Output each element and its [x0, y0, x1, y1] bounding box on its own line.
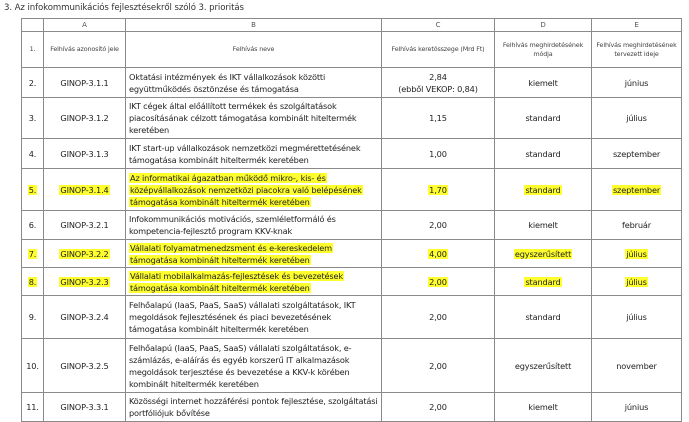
amount-cell: [382, 339, 495, 393]
amount-cell: [382, 169, 495, 211]
amount-text: 2,00: [429, 312, 447, 322]
time-cell: [592, 393, 682, 422]
amount-text: 1,00: [429, 148, 447, 159]
row-number-text: 5.: [28, 184, 37, 195]
call-name-text: Az informatikai ágazatban működő mikro-, kis- és középvállalkozások nemzetközi piacokra való belépésének támogatása kombinált hiteltermék keretében: [130, 172, 362, 207]
mode-text: standard: [525, 312, 561, 322]
mode-text: kiemelt: [528, 402, 558, 412]
time-text: február: [621, 220, 651, 230]
column-letter: A: [44, 19, 126, 32]
row-number-cell: [22, 211, 44, 240]
amount-cell: [382, 393, 495, 422]
table-row: [22, 169, 682, 211]
table-row: [22, 339, 682, 393]
amount-text: 2,84: [429, 71, 447, 82]
call-name-cell: [126, 68, 382, 98]
call-id-cell: [44, 240, 126, 268]
call-id-text: GINOP-3.3.1: [60, 402, 109, 412]
time-text: november: [616, 360, 657, 371]
table-row: [22, 98, 682, 139]
time-text: szeptember: [612, 184, 661, 195]
row-number-text: 4.: [28, 148, 37, 159]
amount-text: 2,00: [429, 276, 447, 287]
table-row: [22, 139, 682, 169]
call-name-cell: [126, 211, 382, 240]
column-letter: D: [495, 19, 592, 32]
row-number-text: 11.: [26, 402, 39, 412]
call-name-text: Infokommunikációs motivációs, szemléletformáló és kompetencia-fejlesztő program KKV-knak: [129, 214, 336, 236]
call-name-cell: [126, 240, 382, 268]
call-name-cell: [126, 268, 382, 296]
row-number-cell: [22, 68, 44, 98]
row-number-cell: [22, 240, 44, 268]
amount-cell: [382, 68, 495, 98]
amount-cell: [382, 268, 495, 296]
call-id-cell: [44, 68, 126, 98]
header-cell-number: 1.: [22, 32, 44, 68]
call-id-cell: [44, 393, 126, 422]
mode-text: egyszerűsített: [514, 360, 572, 371]
header-cell-amount: Felhívás keretösszege (Mrd Ft): [382, 32, 495, 68]
amount-cell: [382, 296, 495, 339]
call-id-text: GINOP-3.2.4: [60, 312, 109, 322]
mode-text: standard: [525, 184, 561, 195]
row-number-cell: [22, 169, 44, 211]
call-id-text: GINOP-3.2.2: [60, 248, 109, 259]
mode-text: standard: [525, 276, 561, 287]
row-number-text: 6.: [28, 220, 37, 230]
amount-text: 2,00: [429, 360, 447, 371]
call-id-cell: [44, 98, 126, 139]
call-name-cell: [126, 169, 382, 211]
call-name-text: Oktatási intézmények és IKT vállalkozások közötti együttműködés ösztönzése és támogatása: [129, 71, 326, 94]
call-id-cell: [44, 339, 126, 393]
mode-cell: [495, 139, 592, 169]
call-id-cell: [44, 169, 126, 211]
call-name-text: IKT cégek által előállított termékek és szolgáltatások piacosításának célzott támogatása kombinált hiteltermék keretében: [129, 101, 357, 135]
row-number-cell: [22, 393, 44, 422]
amount-text: 4,00: [429, 248, 447, 259]
table-row: [22, 211, 682, 240]
call-name-cell: [126, 296, 382, 339]
call-name-text: Közösségi internet hozzáférési pontok fejlesztése, szolgáltatási portfóliójuk bővítése: [129, 396, 378, 418]
funding-table: [21, 18, 682, 422]
time-cell: [592, 268, 682, 296]
header-cell-id: Felhívás azonosító jele: [44, 32, 126, 68]
column-letter: C: [382, 19, 495, 32]
row-number-cell: [22, 268, 44, 296]
call-id-text: GINOP-3.1.2: [60, 113, 109, 123]
mode-cell: [495, 240, 592, 268]
mode-text: standard: [525, 113, 561, 123]
call-name-text: Vállalati folyamatmenedzsment és e-kereskedelem támogatása kombinált hiteltermék keretében: [130, 242, 333, 265]
call-id-cell: [44, 296, 126, 339]
amount-cell: [382, 211, 495, 240]
amount-text: 2,00: [429, 402, 447, 412]
call-name-cell: [126, 393, 382, 422]
mode-cell: [495, 68, 592, 98]
row-number-text: 7.: [28, 248, 37, 259]
column-letter: [22, 19, 44, 32]
call-id-text: GINOP-3.2.3: [60, 276, 109, 287]
header-cell-time: Felhívás meghirdetésének tervezett ideje: [592, 32, 682, 68]
call-id-text: GINOP-3.2.5: [60, 360, 109, 371]
column-letter: E: [592, 19, 682, 32]
row-number-cell: [22, 139, 44, 169]
call-id-text: GINOP-3.1.1: [60, 77, 109, 88]
header-row: [22, 32, 682, 68]
amount-text: 2,00: [429, 220, 447, 230]
time-cell: [592, 169, 682, 211]
call-name-text: IKT start-up vállalkozások nemzetközi megmérettetésének támogatása kombinált hiteltermék keretében: [129, 142, 361, 165]
time-cell: [592, 68, 682, 98]
header-cell-name: Felhívás neve: [126, 32, 382, 68]
mode-text: kiemelt: [528, 220, 558, 230]
call-name-cell: [126, 139, 382, 169]
header-cell-mode: Felhívás meghirdetésének módja: [495, 32, 592, 68]
table-row: [22, 68, 682, 98]
row-number-text: 9.: [28, 312, 37, 322]
amount-note-text: (ebből VEKOP: 0,84): [398, 83, 478, 94]
time-text: július: [626, 276, 647, 287]
column-letter-row: [22, 19, 682, 32]
call-name-cell: [126, 98, 382, 139]
call-id-text: GINOP-3.2.1: [60, 220, 109, 230]
mode-text: standard: [525, 148, 561, 159]
call-id-cell: [44, 139, 126, 169]
mode-cell: [495, 98, 592, 139]
call-name-cell: [126, 339, 382, 393]
table-row: [22, 296, 682, 339]
time-text: június: [624, 402, 649, 412]
call-name-text: Felhőalapú (IaaS, PaaS, SaaS) vállalati szolgáltatások, e-számlázás, e-aláírás és egyéb korszerű IT alkalmazások megoldások terjesztése és bevezetése a KKV-k körében kombinált hiteltermék keretében: [129, 342, 352, 389]
time-text: július: [626, 248, 647, 259]
time-cell: [592, 240, 682, 268]
row-number-cell: [22, 339, 44, 393]
time-text: július: [626, 113, 647, 123]
table-row: [22, 393, 682, 422]
mode-text: egyszerűsített: [514, 248, 572, 259]
row-number-cell: [22, 98, 44, 139]
time-cell: [592, 139, 682, 169]
row-number-text: 10.: [26, 360, 39, 371]
amount-text: 1,70: [429, 184, 447, 195]
amount-cell: [382, 98, 495, 139]
time-cell: [592, 339, 682, 393]
call-id-cell: [44, 268, 126, 296]
row-number-text: 2.: [28, 77, 37, 88]
mode-text: kiemelt: [528, 77, 558, 88]
time-text: szeptember: [612, 148, 661, 159]
row-number-cell: [22, 296, 44, 339]
amount-cell: [382, 240, 495, 268]
call-name-text: Felhőalapú (IaaS, PaaS, SaaS) vállalati szolgáltatások, IKT megoldások fejlesztésének és piaci bevezetésének támogatása kombinált hiteltermék keretében: [129, 300, 356, 334]
mode-cell: [495, 268, 592, 296]
call-id-cell: [44, 211, 126, 240]
call-id-text: GINOP-3.1.3: [60, 148, 109, 159]
time-text: július: [626, 312, 647, 322]
row-number-text: 8.: [28, 276, 37, 287]
mode-cell: [495, 169, 592, 211]
mode-cell: [495, 339, 592, 393]
time-cell: [592, 98, 682, 139]
time-text: június: [624, 77, 649, 88]
time-cell: [592, 211, 682, 240]
mode-cell: [495, 211, 592, 240]
table-row: [22, 240, 682, 268]
time-cell: [592, 296, 682, 339]
mode-cell: [495, 296, 592, 339]
amount-text: 1,15: [429, 113, 447, 123]
column-letter: B: [126, 19, 382, 32]
amount-cell: [382, 139, 495, 169]
call-name-text: Vállalati mobilalkalmazás-fejlesztések és bevezetések támogatása kombinált hiteltermék keretében: [130, 270, 344, 293]
row-number-text: 3.: [28, 113, 37, 123]
section-title: 3. Az infokommunikációs fejlesztésekről szóló 3. prioritás: [4, 3, 244, 13]
call-id-text: GINOP-3.1.4: [60, 184, 109, 195]
table-row: [22, 268, 682, 296]
mode-cell: [495, 393, 592, 422]
